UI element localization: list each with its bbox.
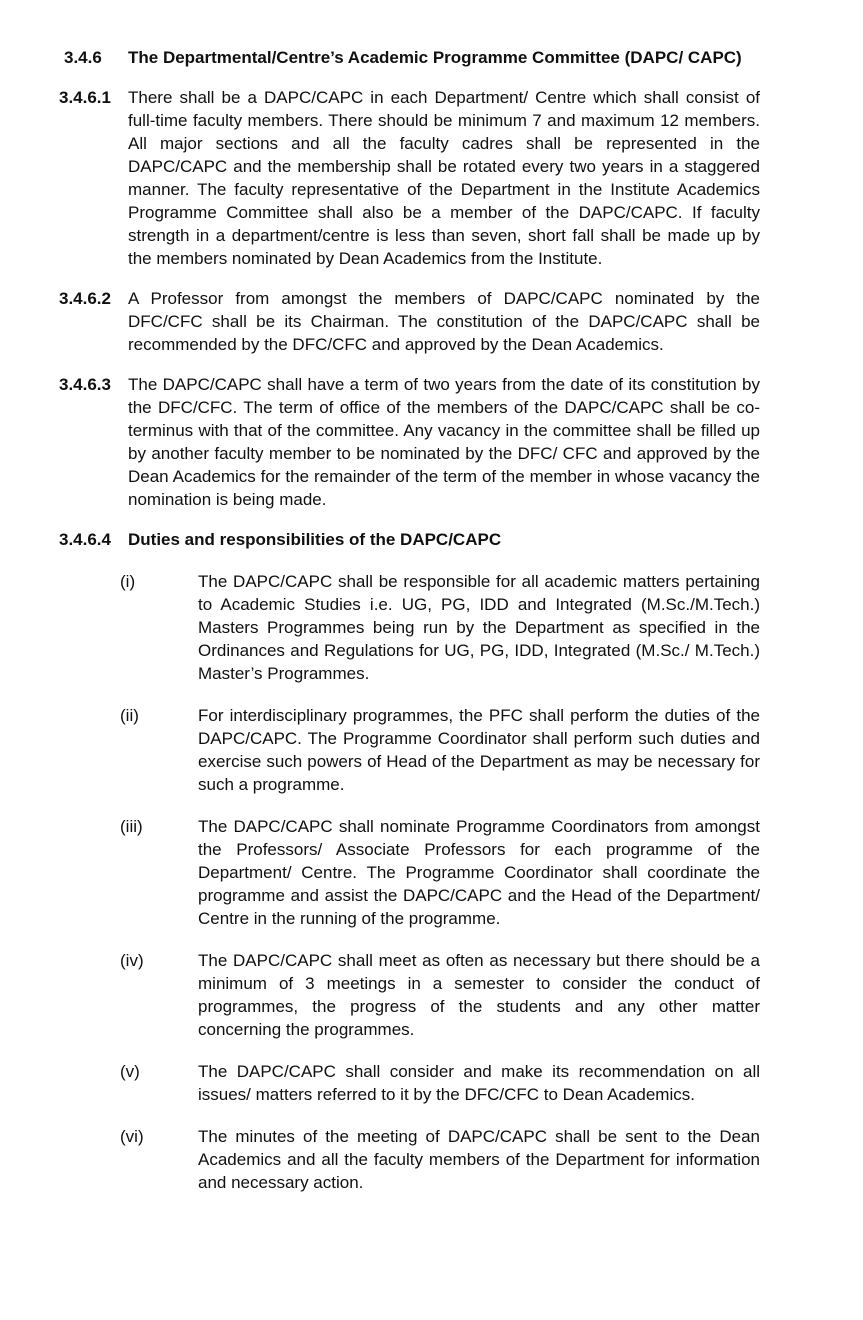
subsection-title: Duties and responsibilities of the DAPC/CAPC xyxy=(128,530,502,549)
clause-number: 3.4.6.1 xyxy=(59,88,111,107)
clause-3-4-6-1 xyxy=(59,86,760,270)
duty-item-label: (vi) xyxy=(120,1127,144,1146)
section-number: 3.4.6 xyxy=(64,48,102,67)
duty-item-ii xyxy=(120,704,760,796)
duty-item-text: The DAPC/CAPC shall nominate Programme Coordinators from amongst the Professors/ Associate Professors for each programme of the Department/ Centre. The Programme Coordinator shall coordinate the programme and assist the DAPC/CAPC and the Head of the Department/ Centre in the running of the programme. xyxy=(198,817,760,928)
duty-item-label: (ii) xyxy=(120,706,139,725)
clause-3-4-6-3 xyxy=(59,373,760,511)
duty-item-text: The DAPC/CAPC shall be responsible for all academic matters pertaining to Academic Studies i.e. UG, PG, IDD and Integrated (M.Sc./M.Tech.) Masters Programmes being run by the Department as specified in the Ordinances and Regulations for UG, PG, IDD, Integrated (M.Sc./ M.Tech.) Master’s Programmes. xyxy=(198,572,760,683)
duty-item-v xyxy=(120,1060,760,1106)
duty-item-i xyxy=(120,570,760,685)
duty-item-text: The DAPC/CAPC shall consider and make its recommendation on all issues/ matters referred to it by the DFC/CFC to Dean Academics. xyxy=(198,1062,760,1104)
clause-text: There shall be a DAPC/CAPC in each Department/ Centre which shall consist of full-time faculty members. There should be minimum 7 and maximum 12 members. All major sections and all the faculty cadres shall be represented in the DAPC/CAPC and the membership shall be rotated every two years in a staggered manner. The faculty representative of the Department in the Institute Academics Programme Committee shall also be a member of the DAPC/CAPC. If faculty strength in a department/centre is less than seven, short fall shall be made up by the members nominated by Dean Academics from the Institute. xyxy=(128,88,760,268)
section-title: The Departmental/Centre’s Academic Programme Committee (DAPC/ CAPC) xyxy=(128,48,742,67)
subsection-heading-3-4-6-4 xyxy=(59,528,760,551)
duty-item-text: The DAPC/CAPC shall meet as often as necessary but there should be a minimum of 3 meetings in a semester to consider the conduct of programmes, the progress of the students and any other matter concerning the programmes. xyxy=(198,951,760,1039)
duty-item-iii xyxy=(120,815,760,930)
clause-3-4-6-2 xyxy=(59,287,760,356)
section-heading xyxy=(59,46,760,69)
duty-item-text: The minutes of the meeting of DAPC/CAPC shall be sent to the Dean Academics and all the faculty members of the Department for information and necessary action. xyxy=(198,1127,760,1192)
duties-list xyxy=(59,570,760,1194)
duty-item-label: (v) xyxy=(120,1062,140,1081)
duty-item-label: (i) xyxy=(120,572,136,591)
duty-item-label: (iv) xyxy=(120,951,144,970)
duty-item-vi xyxy=(120,1125,760,1194)
duty-item-text: For interdisciplinary programmes, the PFC shall perform the duties of the DAPC/CAPC. The Programme Coordinator shall perform such duties and exercise such powers of Head of the Department as may be necessary for such a programme. xyxy=(198,706,760,794)
clause-text: A Professor from amongst the members of DAPC/CAPC nominated by the DFC/CFC shall be its Chairman. The constitution of the DAPC/CAPC shall be recommended by the DFC/CFC and approved by the Dean Academics. xyxy=(128,289,760,354)
duty-item-iv xyxy=(120,949,760,1041)
duty-item-label: (iii) xyxy=(120,817,143,836)
clause-number: 3.4.6.2 xyxy=(59,289,111,308)
clause-number: 3.4.6.3 xyxy=(59,375,111,394)
subsection-number: 3.4.6.4 xyxy=(59,530,111,549)
clause-text: The DAPC/CAPC shall have a term of two years from the date of its constitution by the DFC/CFC. The term of office of the members of the DAPC/CAPC shall be co-terminus with that of the committee. Any vacancy in the committee shall be filled up by another faculty member to be nominated by the DFC/ CFC and approved by the Dean Academics for the remainder of the term of the member in whose vacancy the nomination is being made. xyxy=(128,375,760,509)
